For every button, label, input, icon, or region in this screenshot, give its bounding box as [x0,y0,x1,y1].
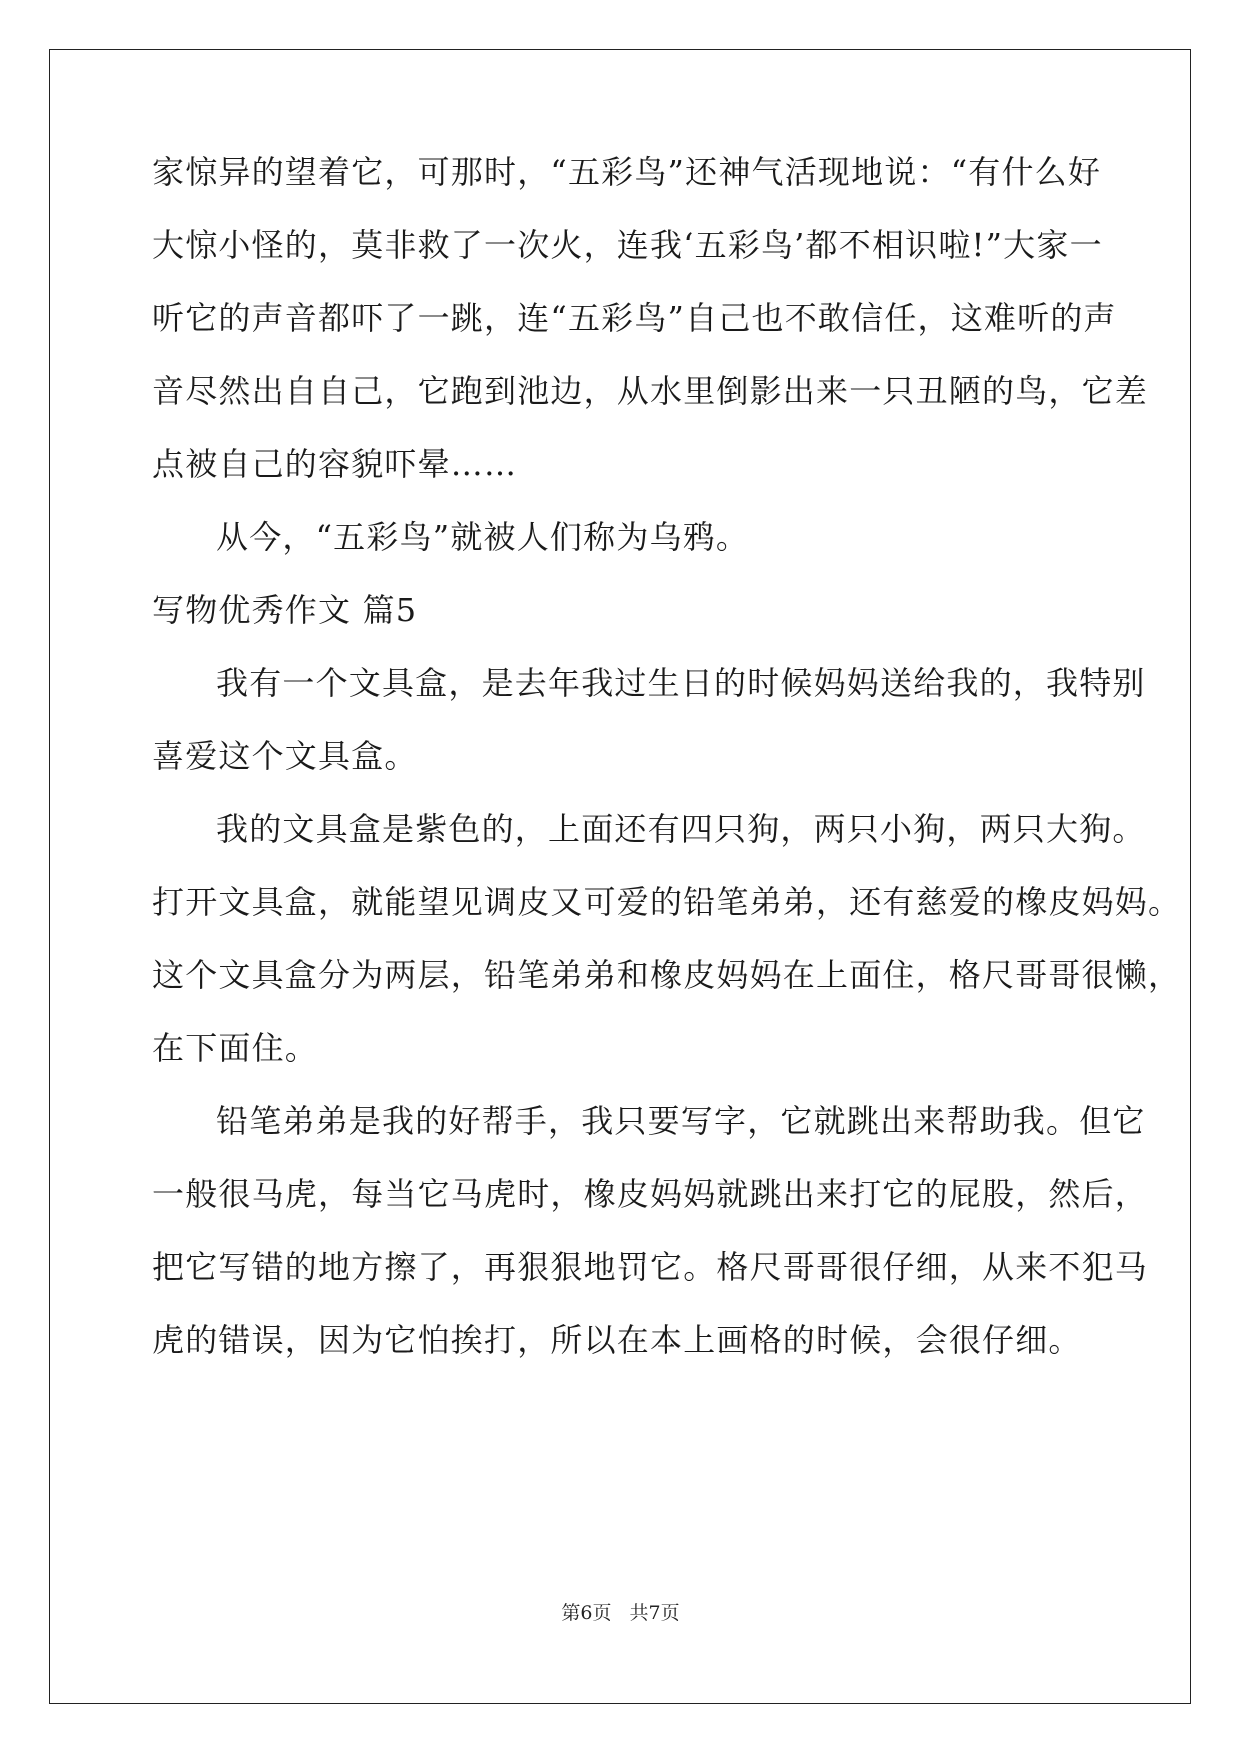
text-line: 点被自己的容貌吓晕…… [152,445,518,483]
paragraph-line: 我有一个文具盒，是去年我过生日的时候妈妈送给我的，我特别 [216,664,1146,702]
text-line: 家惊异的望着它，可那时，“五彩鸟”还神气活现地说：“有什么好 [152,153,1102,191]
text-line: 在下面住。 [152,1029,319,1067]
text-line: 一般很马虎，每当它马虎时，橡皮妈妈就跳出来打它的屁股，然后， [152,1175,1149,1213]
text-line: 虎的错误，因为它怕挨打，所以在本上画格的时候，会很仔细。 [152,1321,1082,1359]
paragraph-line: 从今，“五彩鸟”就被人们称为乌鸦。 [216,518,750,556]
paragraph-line: 铅笔弟弟是我的好帮手，我只要写字，它就跳出来帮助我。但它 [216,1102,1146,1140]
text-line: 音尽然出自自己，它跑到池边，从水里倒影出来一只丑陋的鸟，它差 [152,372,1149,410]
section-heading: 写物优秀作文 篇5 [152,591,418,629]
text-line: 喜爱这个文具盒。 [152,737,418,775]
text-line: 把它写错的地方擦了，再狠狠地罚它。格尺哥哥很仔细，从来不犯马 [152,1248,1149,1286]
text-line: 听它的声音都吓了一跳，连“五彩鸟”自己也不敢信任，这难听的声 [152,299,1117,337]
text-line: 打开文具盒，就能望见调皮又可爱的铅笔弟弟，还有慈爱的橡皮妈妈。 [152,883,1182,921]
page-number: 第6页 [561,1602,612,1624]
text-line: 这个文具盒分为两层，铅笔弟弟和橡皮妈妈在上面住，格尺哥哥很懒， [152,956,1182,994]
page-footer [0,1601,1241,1625]
paragraph-line: 我的文具盒是紫色的，上面还有四只狗，两只小狗，两只大狗。 [216,810,1146,848]
text-line: 大惊小怪的，莫非救了一次火，连我‘五彩鸟’都不相识啦!”大家一 [152,226,1103,264]
page-total: 共7页 [629,1602,680,1624]
